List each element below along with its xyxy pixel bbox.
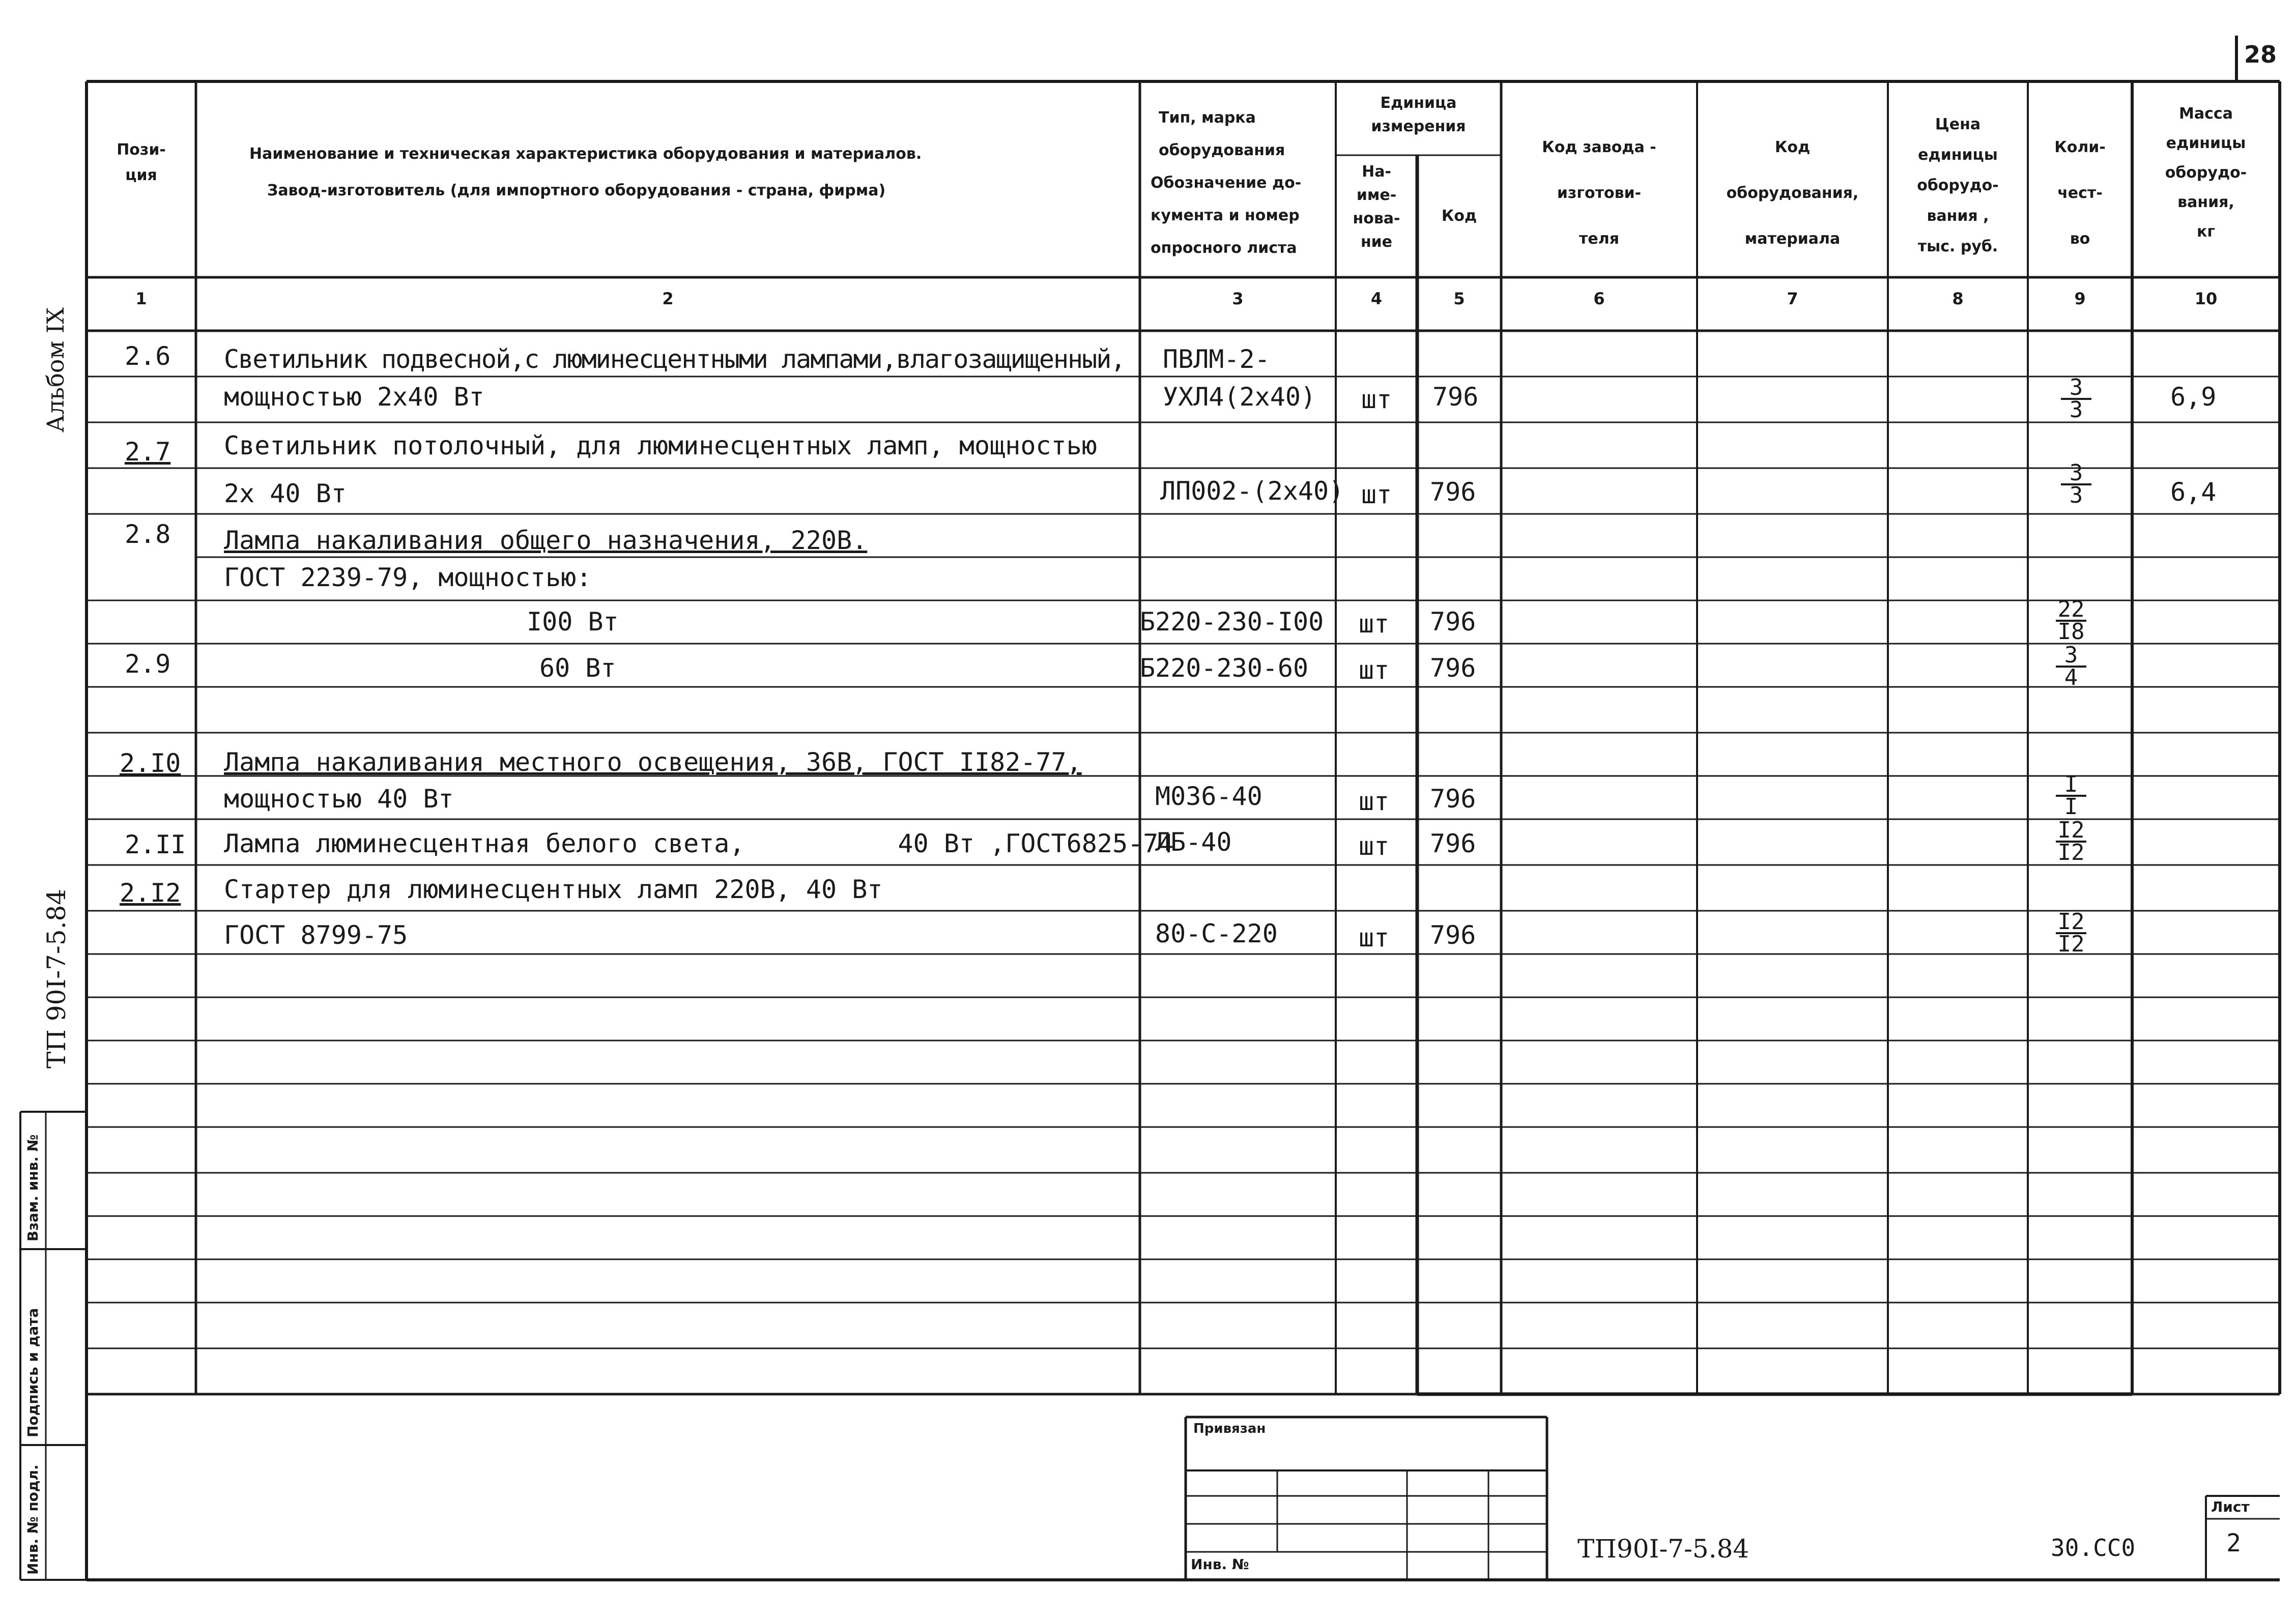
column-number: 8 bbox=[1952, 289, 1964, 308]
row-name: 2х 40 Вт bbox=[224, 479, 347, 508]
row-name: 60 Вт bbox=[539, 653, 616, 683]
row-quantity: $\frac{3}{4}$ bbox=[2056, 645, 2086, 688]
row-unit: шт bbox=[1359, 787, 1390, 816]
header-type: Тип, марка оборудования Обозначение до- кумента и номер опросного листа bbox=[1151, 109, 1302, 257]
row-name: Светильник подвесной,с люминесцентными лампами,влагозащищенный, bbox=[224, 344, 1125, 374]
row-name: ГОСТ 2239-79, мощностью: bbox=[224, 563, 592, 592]
stamp-original-inv: Инв. № подл. bbox=[24, 1464, 41, 1575]
header-quantity: Коли- чест- во bbox=[2054, 138, 2106, 248]
stamp-signature-date: Подпись и дата bbox=[24, 1308, 41, 1437]
row-position: 2.7 bbox=[125, 437, 171, 467]
row-name: Стартер для люминесцентных ламп 220В, 40 Вт bbox=[224, 875, 883, 904]
row-unit: шт bbox=[1361, 385, 1392, 414]
row-quantity: $\frac{22}{I8}$ bbox=[2056, 599, 2086, 642]
row-type: М036-40 bbox=[1155, 782, 1262, 811]
sheet-number: 2 bbox=[2226, 1529, 2241, 1557]
row-unit: шт bbox=[1359, 609, 1390, 639]
header-equipment-code: Код оборудования, материала bbox=[1726, 138, 1859, 248]
column-number: 9 bbox=[2074, 289, 2086, 308]
row-code: 796 bbox=[1430, 829, 1476, 858]
row-position: 2.9 bbox=[125, 649, 171, 679]
row-type: УХЛ4(2х40) bbox=[1163, 382, 1316, 412]
row-quantity: $\frac{I2}{I2}$ bbox=[2056, 912, 2086, 955]
stamp-replacement-inv: Взам. инв. № bbox=[24, 1134, 41, 1241]
row-unit: шт bbox=[1359, 831, 1390, 861]
row-position: 2.6 bbox=[125, 341, 171, 371]
row-type: ЛБ-40 bbox=[1155, 827, 1232, 857]
row-name: мощностью 2х40 Вт bbox=[224, 382, 484, 412]
header-unit-mass: Масса единицы оборудо- вания, кг bbox=[2165, 105, 2247, 241]
row-type: ЛП002-(2х40) bbox=[1160, 476, 1344, 506]
row-unit: шт bbox=[1361, 480, 1392, 509]
row-mass: 6,4 bbox=[2170, 477, 2217, 507]
row-code: 796 bbox=[1430, 607, 1476, 637]
column-number: 2 bbox=[662, 289, 674, 308]
column-number: 1 bbox=[135, 289, 147, 308]
header-unit-price: Цена единицы оборудо- вания , тыс. руб. bbox=[1917, 115, 1999, 255]
row-code: 796 bbox=[1430, 477, 1476, 507]
row-name: I00 Вт bbox=[527, 607, 619, 637]
header-unit-code: Код bbox=[1441, 207, 1477, 225]
project-code-vertical: ТП 90I-7-5.84 bbox=[42, 888, 71, 1069]
row-quantity: $\frac{I2}{I2}$ bbox=[2056, 820, 2086, 863]
header-unit-name: На- име- нова- ние bbox=[1353, 163, 1400, 251]
row-mass: 6,9 bbox=[2170, 382, 2217, 412]
header-name: Наименование и техническая характеристика оборудования и материалов. Завод-изготовитель (для импортного оборудования - страна, фирма) bbox=[249, 145, 922, 199]
album-label: Альбом IX bbox=[42, 307, 69, 432]
row-code: 796 bbox=[1432, 382, 1479, 412]
sheet-label: Лист bbox=[2211, 1498, 2250, 1515]
header-manufacturer-code: Код завода - изготови- теля bbox=[1542, 138, 1656, 248]
row-type: ПВЛМ-2- bbox=[1163, 344, 1270, 374]
column-number: 5 bbox=[1453, 289, 1465, 308]
column-number: 4 bbox=[1370, 289, 1383, 308]
row-code: 796 bbox=[1430, 653, 1476, 683]
row-position: 2.8 bbox=[125, 519, 171, 549]
row-quantity: $\frac{I}{I}$ bbox=[2056, 774, 2086, 817]
row-type: 80-С-220 bbox=[1155, 919, 1278, 948]
row-quantity: $\frac{3}{3}$ bbox=[2061, 378, 2091, 420]
column-number: 6 bbox=[1593, 289, 1605, 308]
row-name: Лампа люминесцентная белого света, 40 Вт ,ГОСТ6825-74 bbox=[224, 829, 1174, 858]
row-unit: шт bbox=[1359, 923, 1390, 952]
header-unit-group: Единица измерения bbox=[1371, 94, 1466, 135]
document-code: ТП90I-7-5.84 bbox=[1577, 1534, 1749, 1564]
row-type: Б220-230-60 bbox=[1140, 653, 1309, 683]
inventory-label: Инв. № bbox=[1191, 1556, 1249, 1573]
row-unit: шт bbox=[1359, 655, 1390, 685]
row-name: ГОСТ 8799-75 bbox=[224, 920, 408, 950]
row-quantity: $\frac{3}{3}$ bbox=[2061, 463, 2091, 506]
column-number: 10 bbox=[2194, 289, 2218, 308]
row-code: 796 bbox=[1430, 784, 1476, 814]
header-position: Пози- ция bbox=[117, 141, 166, 184]
row-name: Светильник потолочный, для люминесцентных ламп, мощностью bbox=[224, 431, 1097, 460]
document-suffix: 30.СС0 bbox=[2051, 1534, 2136, 1562]
row-name: мощностью 40 Вт bbox=[224, 784, 454, 814]
column-number: 7 bbox=[1787, 289, 1798, 308]
row-position: 2.I2 bbox=[120, 878, 181, 908]
page-number: 28 bbox=[2244, 41, 2277, 68]
row-type: Б220-230-I00 bbox=[1140, 607, 1324, 637]
row-position: 2.I0 bbox=[120, 748, 181, 778]
bound-label: Привязан bbox=[1193, 1421, 1266, 1436]
row-name: Лампа накаливания общего назначения, 220В. bbox=[224, 526, 868, 555]
row-name: Лампа накаливания местного освещения, 36В, ГОСТ II82-77, bbox=[224, 747, 1082, 777]
row-position: 2.II bbox=[125, 830, 186, 859]
row-code: 796 bbox=[1430, 920, 1476, 950]
column-number: 3 bbox=[1232, 289, 1244, 308]
